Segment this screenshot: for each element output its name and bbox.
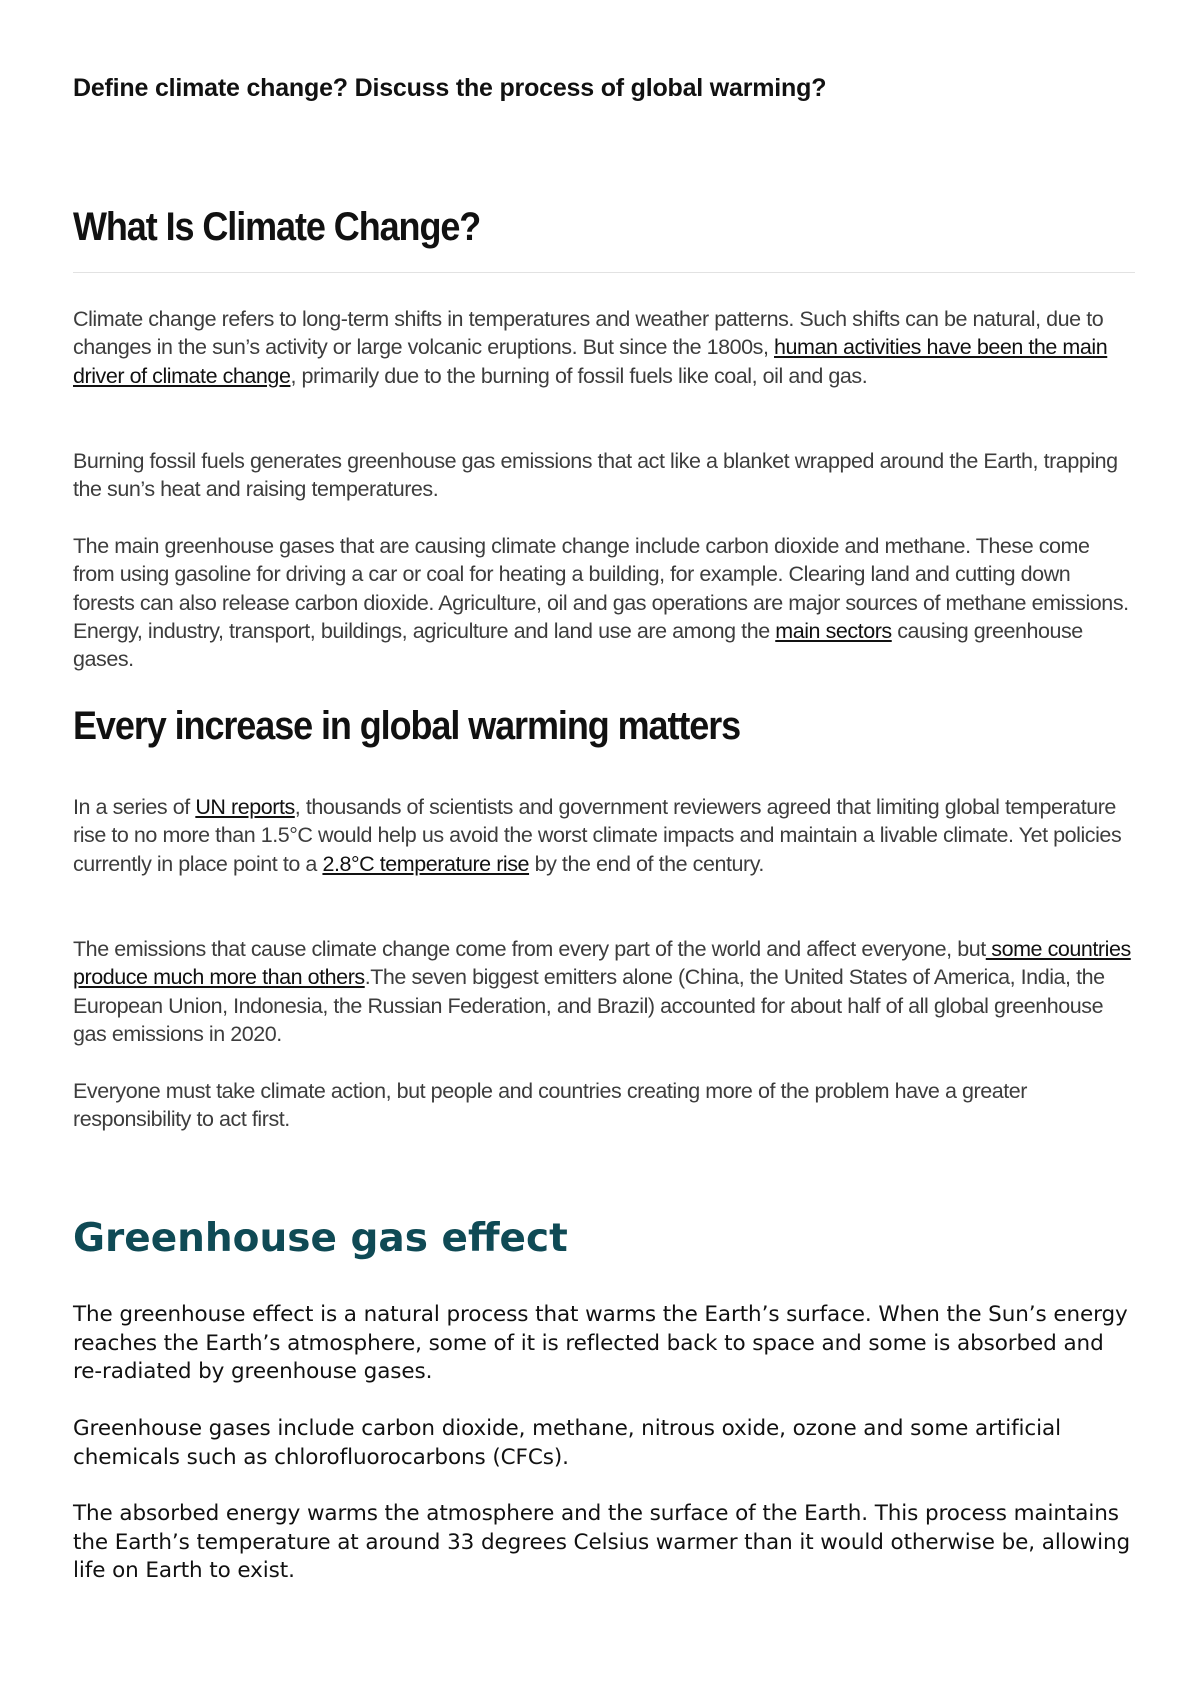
paragraph-greenhouse-effect: The greenhouse effect is a natural process that warms the Earth’s surface. When the Sun’s energy reaches the Earth’s atmosphere, some of it is reflected back to space and some is absorbed and re-radiated by greenhouse gases. xyxy=(73,1302,1128,1384)
paragraph-text: , primarily due to the burning of fossil fuels like coal, oil and gas. xyxy=(290,363,868,388)
link-temperature-rise[interactable]: 2.8°C temperature rise xyxy=(322,851,530,876)
heading-what-is-climate-change: What Is Climate Change? xyxy=(73,205,481,249)
heading-every-increase: Every increase in global warming matters xyxy=(73,704,741,748)
paragraph-text: In a series of xyxy=(73,795,196,819)
paragraph-text: Climate change refers to long-term shifts in temperatures and weather patterns. Such shifts can be natural, due to changes in the sun’s activity or large volcanic eruptions. But since the 1800s, xyxy=(73,307,1104,360)
question-title: Define climate change? Discuss the process of global warming? xyxy=(73,74,827,102)
paragraph-text: , thousands of scientists and government reviewers agreed that limiting global temperature rise to no more than 1.5°C would help us avoid the worst climate impacts and maintain a livable climate. Yet policies currently in place point to a xyxy=(73,795,1122,876)
link-human-activities[interactable]: human activities have been the main driver of climate change xyxy=(73,335,1108,388)
paragraph-text: The main greenhouse gases that are causing climate change include carbon dioxide and methane. These come from using gasoline for driving a car or coal for heating a building, for example. Clearing land and cutting down forests can also release carbon dioxide. Agriculture, oil and gas operations are major sources of methane emissions. Energy, industry, transport, buildings, agriculture and land use are among the xyxy=(73,534,1129,643)
paragraph-text: causing greenhouse gases. xyxy=(73,618,1083,672)
paragraph-text: .The seven biggest emitters alone (China, the United States of America, India, the European Union, Indonesia, the Russian Federation, and Brazil) accounted for about half of all global greenhouse gas emissions in 2020. xyxy=(73,965,1105,1046)
heading-greenhouse-gas-effect: Greenhouse gas effect xyxy=(73,1216,568,1261)
paragraph-climate-action: Everyone must take climate action, but people and countries creating more of the problem have a greater responsibility to act first. xyxy=(73,1079,1027,1132)
paragraph-greenhouse-gases xyxy=(73,532,1135,673)
paragraph-greenhouse-gases-list: Greenhouse gases include carbon dioxide, methane, nitrous oxide, ozone and some artificial chemicals such as chlorofluorocarbons (CFCs). xyxy=(73,1416,1061,1470)
link-un-reports[interactable]: UN reports xyxy=(195,795,295,819)
paragraph-un-reports xyxy=(73,793,1135,878)
paragraph-absorbed-energy: The absorbed energy warms the atmosphere and the surface of the Earth. This process maintains the Earth’s temperature at around 33 degrees Celsius warmer than it would otherwise be, allowing life on Earth to exist. xyxy=(73,1501,1131,1583)
link-main-sectors[interactable]: main sectors xyxy=(775,618,892,643)
heading-divider xyxy=(73,272,1135,273)
paragraph-fossil-fuels: Burning fossil fuels generates greenhouse gas emissions that act like a blanket wrapped around the Earth, trapping the sun’s heat and raising temperatures. xyxy=(73,449,1118,502)
paragraph-text: The emissions that cause climate change come from every part of the world and affect everyone, but xyxy=(73,937,986,961)
paragraph-emissions xyxy=(73,935,1135,1048)
paragraph-text: by the end of the century. xyxy=(529,851,764,876)
link-some-countries[interactable]: some countries produce much more than others xyxy=(73,937,1131,990)
paragraph-climate-definition xyxy=(73,305,1135,390)
